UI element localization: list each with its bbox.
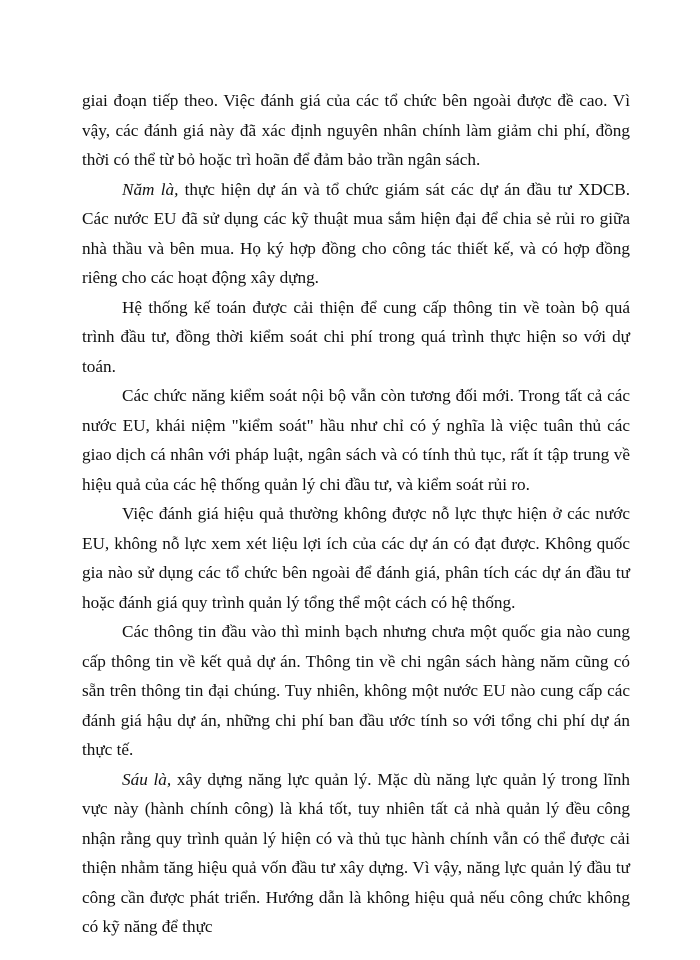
paragraph-7 (82, 765, 630, 942)
paragraph-text: Hệ thống kế toán được cải thiện để cung cấp thông tin về toàn bộ quá trình đầu tư, đồng thời kiểm soát chi phí trong quá trình thực hiện so với dự toán. (82, 297, 630, 376)
document-body (82, 86, 630, 942)
paragraph-text: thực hiện dự án và tổ chức giám sát các dự án đầu tư XDCB. Các nước EU đã sử dụng các kỹ thuật mua sắm hiện đại để chia sẻ rủi ro giữa nhà thầu và bên mua. Họ ký hợp đồng cho công tác thiết kế, và có hợp đồng riêng cho các hoạt động xây dựng. (82, 179, 631, 287)
paragraph-6 (82, 617, 630, 765)
paragraph-text: Các chức năng kiểm soát nội bộ vẫn còn tương đối mới. Trong tất cả các nước EU, khái niệm "kiểm soát" hầu như chỉ có ý nghĩa là việc tuân thủ các giao dịch cá nhân với pháp luật, ngân sách và có tính thủ tục, rất ít tập trung về hiệu quả của các hệ thống quản lý chi đầu tư, và kiểm soát rủi ro. (82, 386, 630, 494)
paragraph-3 (82, 293, 630, 382)
paragraph-lead: Năm là, (122, 179, 179, 199)
paragraph-4 (82, 381, 630, 499)
paragraph-2 (82, 175, 630, 293)
paragraph-5 (82, 499, 630, 617)
paragraph-text: giai đoạn tiếp theo. Việc đánh giá của các tổ chức bên ngoài được đề cao. Vì vậy, các đánh giá này đã xác định nguyên nhân chính làm giảm chi phí, đồng thời có thể từ bỏ hoặc trì hoãn để đảm bảo trần ngân sách. (82, 91, 630, 169)
paragraph-1 (82, 86, 630, 175)
paragraph-lead: Sáu là, (122, 769, 172, 789)
paragraph-text: Việc đánh giá hiệu quả thường không được nỗ lực thực hiện ở các nước EU, không nỗ lực xem xét liệu lợi ích của các dự án có đạt được. Không quốc gia nào sử dụng các tổ chức bên ngoài để đánh giá, phân tích các dự án đầu tư hoặc đánh giá quy trình quản lý tổng thể một cách có hệ thống. (82, 504, 630, 612)
paragraph-text: Các thông tin đầu vào thì minh bạch nhưng chưa một quốc gia nào cung cấp thông tin về kết quả dự án. Thông tin về chi ngân sách hàng năm cũng có sẵn trên thông tin đại chúng. Tuy nhiên, không một nước EU nào cung cấp các đánh giá hậu dự án, những chi phí ban đầu ước tính so với tổng chi phí dự án thực tế. (82, 622, 630, 759)
paragraph-text: xây dựng năng lực quản lý. Mặc dù năng lực quản lý trong lĩnh vực này (hành chính công) là khá tốt, tuy nhiên tất cả nhà quản lý đều công nhận rằng quy trình quản lý hiện có và thủ tục hành chính vẫn có thể được cải thiện nhằm tăng hiệu quả vốn đầu tư xây dựng. Vì vậy, năng lực quản lý đầu tư công cần được phát triển. Hướng dẫn là không hiệu quả nếu công chức không có kỹ năng để thực (82, 769, 630, 936)
